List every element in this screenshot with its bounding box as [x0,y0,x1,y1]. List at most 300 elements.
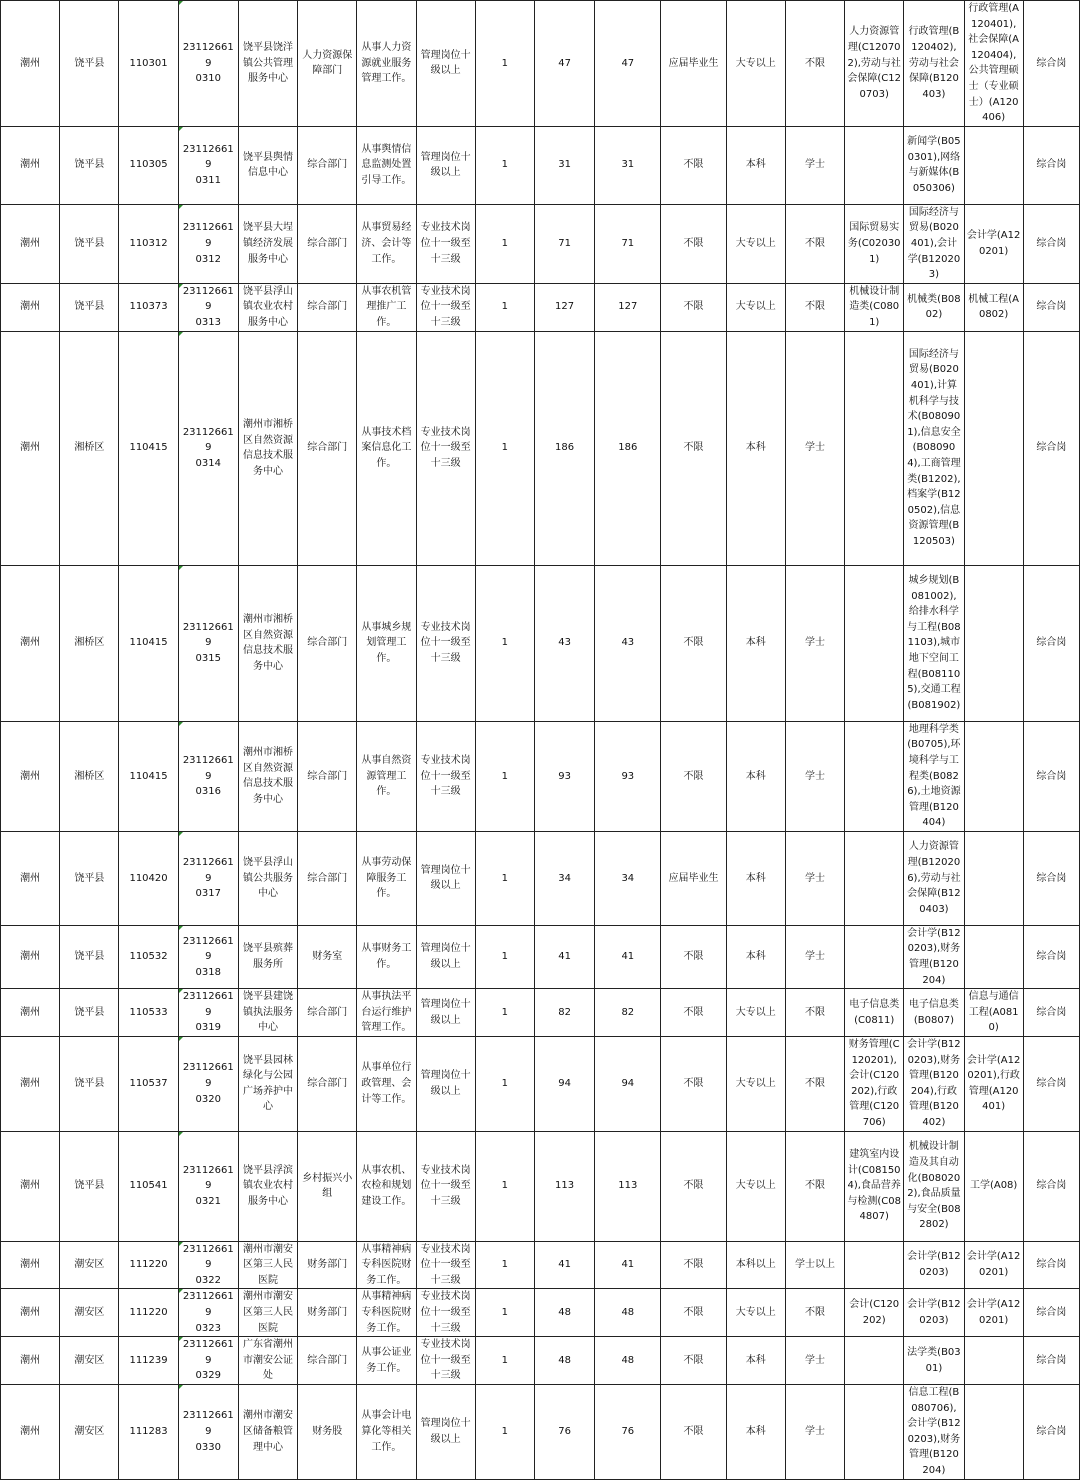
city-cell: 潮州 [1,1241,60,1289]
hiring-count-cell: 1 [475,1131,534,1241]
department-cell: 财务室 [298,925,357,988]
master-major-cell [964,925,1023,988]
applicants-cell: 127 [534,283,594,331]
table-row [1,925,1080,988]
degree-cell: 学士以上 [785,1241,844,1289]
county-cell: 潮安区 [60,1289,119,1337]
employer-cell: 饶平县浮滨镇农业农村服务中心 [238,1131,297,1241]
duty-cell: 从事财务工作。 [357,925,416,988]
unit-code-cell: 110415 [119,721,178,831]
hiring-count-cell: 1 [475,283,534,331]
post-level-cell: 专业技术岗位十一级至十三级 [416,1289,475,1337]
qualified-cell: 76 [595,1384,661,1479]
department-cell: 财务部门 [298,1241,357,1289]
target-group-cell: 不限 [661,721,726,831]
education-cell: 大专以上 [726,283,785,331]
college-major-cell [845,331,904,565]
employer-cell: 饶平县舆情信息中心 [238,126,297,204]
hiring-count-cell: 1 [475,1037,534,1132]
department-cell: 综合部门 [298,721,357,831]
category-cell: 综合岗 [1023,283,1079,331]
applicants-cell: 48 [534,1337,594,1385]
degree-cell: 学士 [785,831,844,925]
county-cell: 饶平县 [60,126,119,204]
table-row [1,126,1080,204]
target-group-cell: 不限 [661,331,726,565]
department-cell: 综合部门 [298,283,357,331]
qualified-cell: 113 [595,1131,661,1241]
table-row [1,1131,1080,1241]
college-major-cell [845,126,904,204]
education-cell: 大专以上 [726,204,785,283]
college-major-cell: 国际贸易实务(C020301) [845,204,904,283]
unit-code-cell: 110415 [119,331,178,565]
applicants-cell: 48 [534,1289,594,1337]
duty-cell: 从事会计电算化等相关工作。 [357,1384,416,1479]
applicants-cell: 41 [534,925,594,988]
city-cell: 潮州 [1,1,60,127]
applicants-cell: 94 [534,1037,594,1132]
degree-cell: 不限 [785,1037,844,1132]
table-row [1,721,1080,831]
city-cell: 潮州 [1,283,60,331]
city-cell: 潮州 [1,204,60,283]
employer-cell: 饶平县浮山镇农业农村服务中心 [238,283,297,331]
applicants-cell: 113 [534,1131,594,1241]
employer-cell: 饶平县园林绿化与公园广场养护中心 [238,1037,297,1132]
county-cell: 潮安区 [60,1384,119,1479]
job-code-cell: 231126619 0318 [178,925,238,988]
employer-cell: 广东省潮州市潮安公证处 [238,1337,297,1385]
duty-cell: 从事技术档案信息化工作。 [357,331,416,565]
hiring-count-cell: 1 [475,331,534,565]
hiring-count-cell: 1 [475,721,534,831]
employer-cell: 潮州市潮安区第三人民医院 [238,1289,297,1337]
applicants-cell: 41 [534,1241,594,1289]
target-group-cell: 不限 [661,126,726,204]
job-code-cell: 231126619 0323 [178,1289,238,1337]
post-level-cell: 管理岗位十级以上 [416,1037,475,1132]
department-cell: 人力资源保障部门 [298,1,357,127]
table-row [1,283,1080,331]
education-cell: 大专以上 [726,1037,785,1132]
duty-cell: 从事自然资源管理工作。 [357,721,416,831]
applicants-cell: 34 [534,831,594,925]
job-code-cell: 231126619 0322 [178,1241,238,1289]
table-row [1,1,1080,127]
department-cell: 综合部门 [298,831,357,925]
post-level-cell: 专业技术岗位十一级至十三级 [416,331,475,565]
degree-cell: 不限 [785,1131,844,1241]
unit-code-cell: 110537 [119,1037,178,1132]
bachelor-major-cell: 新闻学(B050301),网络与新媒体(B050306) [904,126,964,204]
department-cell: 乡村振兴小组 [298,1131,357,1241]
unit-code-cell: 110305 [119,126,178,204]
applicants-cell: 31 [534,126,594,204]
master-major-cell: 行政管理(A120401),社会保障(A120404),公共管理硕士（专业硕士）(A120406) [964,1,1023,127]
job-code-cell: 231126619 0319 [178,989,238,1037]
hiring-count-cell: 1 [475,565,534,721]
county-cell: 饶平县 [60,1,119,127]
post-level-cell: 专业技术岗位十一级至十三级 [416,1241,475,1289]
degree-cell: 不限 [785,989,844,1037]
post-level-cell: 专业技术岗位十一级至十三级 [416,721,475,831]
category-cell: 综合岗 [1023,721,1079,831]
college-major-cell [845,831,904,925]
duty-cell: 从事精神病专科医院财务工作。 [357,1241,416,1289]
target-group-cell: 不限 [661,1337,726,1385]
hiring-count-cell: 1 [475,204,534,283]
post-level-cell: 专业技术岗位十一级至十三级 [416,1131,475,1241]
city-cell: 潮州 [1,1289,60,1337]
category-cell: 综合岗 [1023,1241,1079,1289]
duty-cell: 从事舆情信息监测处置引导工作。 [357,126,416,204]
category-cell: 综合岗 [1023,565,1079,721]
employer-cell: 饶平县建饶镇执法服务中心 [238,989,297,1037]
category-cell: 综合岗 [1023,1131,1079,1241]
master-major-cell: 会计学(A120201) [964,1241,1023,1289]
post-level-cell: 管理岗位十级以上 [416,126,475,204]
bachelor-major-cell: 会计学(B120203),财务管理(B120204),行政管理(B120402) [904,1037,964,1132]
education-cell: 本科 [726,1384,785,1479]
duty-cell: 从事贸易经济、会计等工作。 [357,204,416,283]
duty-cell: 从事公证业务工作。 [357,1337,416,1385]
duty-cell: 从事城乡规划管理工作。 [357,565,416,721]
master-major-cell: 机械工程(A0802) [964,283,1023,331]
post-level-cell: 专业技术岗位十一级至十三级 [416,283,475,331]
degree-cell: 学士 [785,331,844,565]
bachelor-major-cell: 机械类(B0802) [904,283,964,331]
bachelor-major-cell: 城乡规划(B081002),给排水科学与工程(B081103),城市地下空间工程(B081105),交通工程(B081902) [904,565,964,721]
qualified-cell: 82 [595,989,661,1037]
education-cell: 本科以上 [726,1241,785,1289]
category-cell: 综合岗 [1023,1384,1079,1479]
post-level-cell: 管理岗位十级以上 [416,1384,475,1479]
degree-cell: 不限 [785,204,844,283]
job-code-cell: 231126619 0312 [178,204,238,283]
degree-cell: 学士 [785,1384,844,1479]
department-cell: 综合部门 [298,1337,357,1385]
county-cell: 饶平县 [60,925,119,988]
city-cell: 潮州 [1,565,60,721]
employer-cell: 潮州市湘桥区自然资源信息技术服务中心 [238,721,297,831]
category-cell: 综合岗 [1023,1,1079,127]
post-level-cell: 管理岗位十级以上 [416,989,475,1037]
qualified-cell: 34 [595,831,661,925]
target-group-cell: 不限 [661,1037,726,1132]
unit-code-cell: 110312 [119,204,178,283]
qualified-cell: 127 [595,283,661,331]
employer-cell: 潮州市湘桥区自然资源信息技术服务中心 [238,331,297,565]
post-level-cell: 管理岗位十级以上 [416,925,475,988]
degree-cell: 学士 [785,1337,844,1385]
job-code-cell: 231126619 0321 [178,1131,238,1241]
applicants-cell: 93 [534,721,594,831]
qualified-cell: 48 [595,1289,661,1337]
degree-cell: 不限 [785,1289,844,1337]
applicants-cell: 47 [534,1,594,127]
bachelor-major-cell: 会计学(B120203) [904,1241,964,1289]
county-cell: 湘桥区 [60,565,119,721]
post-level-cell: 管理岗位十级以上 [416,1,475,127]
bachelor-major-cell: 人力资源管理(B120206),劳动与社会保障(B120403) [904,831,964,925]
category-cell: 综合岗 [1023,1337,1079,1385]
city-cell: 潮州 [1,989,60,1037]
category-cell: 综合岗 [1023,204,1079,283]
unit-code-cell: 110373 [119,283,178,331]
education-cell: 本科 [726,831,785,925]
education-cell: 本科 [726,331,785,565]
table-row [1,331,1080,565]
unit-code-cell: 111239 [119,1337,178,1385]
education-cell: 本科 [726,721,785,831]
county-cell: 饶平县 [60,1131,119,1241]
table-row [1,1337,1080,1385]
college-major-cell [845,925,904,988]
job-code-cell: 231126619 0310 [178,1,238,127]
bachelor-major-cell: 行政管理(B120402),劳动与社会保障(B120403) [904,1,964,127]
college-major-cell: 机械设计制造类(C0801) [845,283,904,331]
department-cell: 综合部门 [298,126,357,204]
education-cell: 大专以上 [726,1,785,127]
city-cell: 潮州 [1,126,60,204]
target-group-cell: 不限 [661,283,726,331]
unit-code-cell: 110533 [119,989,178,1037]
duty-cell: 从事人力资源就业服务管理工作。 [357,1,416,127]
education-cell: 本科 [726,126,785,204]
positions-table-body [1,1,1080,1480]
master-major-cell: 工学(A08) [964,1131,1023,1241]
job-code-cell: 231126619 0320 [178,1037,238,1132]
unit-code-cell: 111283 [119,1384,178,1479]
target-group-cell: 不限 [661,1289,726,1337]
qualified-cell: 186 [595,331,661,565]
college-major-cell [845,565,904,721]
bachelor-major-cell: 信息工程(B080706),会计学(B120203),财务管理(B120204) [904,1384,964,1479]
hiring-count-cell: 1 [475,1337,534,1385]
hiring-count-cell: 1 [475,1,534,127]
city-cell: 潮州 [1,1131,60,1241]
city-cell: 潮州 [1,1337,60,1385]
applicants-cell: 43 [534,565,594,721]
job-code-cell: 231126619 0314 [178,331,238,565]
county-cell: 饶平县 [60,204,119,283]
job-code-cell: 231126619 0329 [178,1337,238,1385]
department-cell: 财务部门 [298,1289,357,1337]
job-code-cell: 231126619 0317 [178,831,238,925]
county-cell: 湘桥区 [60,721,119,831]
target-group-cell: 应届毕业生 [661,1,726,127]
qualified-cell: 31 [595,126,661,204]
bachelor-major-cell: 电子信息类(B0807) [904,989,964,1037]
employer-cell: 潮州市湘桥区自然资源信息技术服务中心 [238,565,297,721]
county-cell: 饶平县 [60,831,119,925]
table-row [1,565,1080,721]
master-major-cell: 会计学(A120201) [964,1289,1023,1337]
degree-cell: 学士 [785,565,844,721]
qualified-cell: 47 [595,1,661,127]
category-cell: 综合岗 [1023,331,1079,565]
category-cell: 综合岗 [1023,989,1079,1037]
department-cell: 综合部门 [298,565,357,721]
bachelor-major-cell: 地理科学类(B0705),环境科学与工程类(B0826),土地资源管理(B120404) [904,721,964,831]
target-group-cell: 应届毕业生 [661,831,726,925]
county-cell: 饶平县 [60,1037,119,1132]
college-major-cell [845,1384,904,1479]
table-row [1,989,1080,1037]
unit-code-cell: 110541 [119,1131,178,1241]
master-major-cell: 会计学(A120201) [964,204,1023,283]
target-group-cell: 不限 [661,925,726,988]
category-cell: 综合岗 [1023,1289,1079,1337]
qualified-cell: 41 [595,925,661,988]
education-cell: 大专以上 [726,989,785,1037]
college-major-cell [845,1241,904,1289]
duty-cell: 从事精神病专科医院财务工作。 [357,1289,416,1337]
department-cell: 财务股 [298,1384,357,1479]
bachelor-major-cell: 会计学(B120203),财务管理(B120204) [904,925,964,988]
duty-cell: 从事农机管理推广工作。 [357,283,416,331]
master-major-cell [964,565,1023,721]
city-cell: 潮州 [1,1037,60,1132]
unit-code-cell: 110532 [119,925,178,988]
employer-cell: 饶平县浮山镇公共服务中心 [238,831,297,925]
department-cell: 综合部门 [298,989,357,1037]
applicants-cell: 76 [534,1384,594,1479]
unit-code-cell: 110415 [119,565,178,721]
city-cell: 潮州 [1,1384,60,1479]
target-group-cell: 不限 [661,565,726,721]
hiring-count-cell: 1 [475,1384,534,1479]
job-code-cell: 231126619 0311 [178,126,238,204]
college-major-cell: 电子信息类(C0811) [845,989,904,1037]
college-major-cell [845,1337,904,1385]
category-cell: 综合岗 [1023,831,1079,925]
post-level-cell: 专业技术岗位十一级至十三级 [416,1337,475,1385]
degree-cell: 不限 [785,1,844,127]
county-cell: 潮安区 [60,1337,119,1385]
college-major-cell: 会计(C120202) [845,1289,904,1337]
degree-cell: 学士 [785,126,844,204]
bachelor-major-cell: 会计学(B120203) [904,1289,964,1337]
hiring-count-cell: 1 [475,989,534,1037]
college-major-cell: 建筑室内设计(C081504),食品营养与检测(C084807) [845,1131,904,1241]
city-cell: 潮州 [1,831,60,925]
employer-cell: 潮州市潮安区第三人民医院 [238,1241,297,1289]
city-cell: 潮州 [1,721,60,831]
department-cell: 综合部门 [298,1037,357,1132]
bachelor-major-cell: 法学类(B0301) [904,1337,964,1385]
unit-code-cell: 111220 [119,1241,178,1289]
degree-cell: 学士 [785,925,844,988]
hiring-count-cell: 1 [475,831,534,925]
unit-code-cell: 111220 [119,1289,178,1337]
category-cell: 综合岗 [1023,1037,1079,1132]
master-major-cell [964,721,1023,831]
hiring-count-cell: 1 [475,925,534,988]
master-major-cell [964,331,1023,565]
category-cell: 综合岗 [1023,126,1079,204]
duty-cell: 从事农机、农检和规划建设工作。 [357,1131,416,1241]
bachelor-major-cell: 机械设计制造及其自动化(B080202),食品质量与安全(B082802) [904,1131,964,1241]
education-cell: 本科 [726,925,785,988]
college-major-cell: 人力资源管理(C120702),劳动与社会保障(C120703) [845,1,904,127]
qualified-cell: 94 [595,1037,661,1132]
county-cell: 饶平县 [60,989,119,1037]
city-cell: 潮州 [1,331,60,565]
college-major-cell: 财务管理(C120201),会计(C120202),行政管理(C120706) [845,1037,904,1132]
master-major-cell: 会计学(A120201),行政管理(A120401) [964,1037,1023,1132]
category-cell: 综合岗 [1023,925,1079,988]
target-group-cell: 不限 [661,204,726,283]
education-cell: 大专以上 [726,1131,785,1241]
department-cell: 综合部门 [298,204,357,283]
bachelor-major-cell: 国际经济与贸易(B020401),会计学(B120203) [904,204,964,283]
job-code-cell: 231126619 0315 [178,565,238,721]
county-cell: 潮安区 [60,1241,119,1289]
hiring-count-cell: 1 [475,126,534,204]
applicants-cell: 186 [534,331,594,565]
degree-cell: 学士 [785,721,844,831]
duty-cell: 从事执法平台运行维护管理工作。 [357,989,416,1037]
unit-code-cell: 110420 [119,831,178,925]
post-level-cell: 管理岗位十级以上 [416,831,475,925]
table-row [1,204,1080,283]
master-major-cell [964,1337,1023,1385]
employer-cell: 潮州市潮安区储备粮管理中心 [238,1384,297,1479]
education-cell: 本科 [726,1337,785,1385]
target-group-cell: 不限 [661,989,726,1037]
applicants-cell: 82 [534,989,594,1037]
qualified-cell: 93 [595,721,661,831]
table-row [1,1384,1080,1479]
target-group-cell: 不限 [661,1131,726,1241]
job-code-cell: 231126619 0316 [178,721,238,831]
master-major-cell [964,831,1023,925]
duty-cell: 从事单位行政管理、会计等工作。 [357,1037,416,1132]
qualified-cell: 43 [595,565,661,721]
post-level-cell: 专业技术岗位十一级至十三级 [416,565,475,721]
education-cell: 本科 [726,565,785,721]
table-row [1,831,1080,925]
college-major-cell [845,721,904,831]
qualified-cell: 41 [595,1241,661,1289]
hiring-count-cell: 1 [475,1289,534,1337]
employer-cell: 饶平县殡葬服务所 [238,925,297,988]
duty-cell: 从事劳动保障服务工作。 [357,831,416,925]
qualified-cell: 48 [595,1337,661,1385]
table-row [1,1289,1080,1337]
table-row [1,1037,1080,1132]
county-cell: 湘桥区 [60,331,119,565]
applicants-cell: 71 [534,204,594,283]
table-row [1,1241,1080,1289]
job-code-cell: 231126619 0313 [178,283,238,331]
unit-code-cell: 110301 [119,1,178,127]
bachelor-major-cell: 国际经济与贸易(B020401),计算机科学与技术(B080901),信息安全(B080904),工商管理类(B1202),档案学(B120502),信息资源管理(B120503) [904,331,964,565]
master-major-cell [964,126,1023,204]
employer-cell: 饶平县饶洋镇公共管理服务中心 [238,1,297,127]
master-major-cell: 信息与通信工程(A0810) [964,989,1023,1037]
target-group-cell: 不限 [661,1384,726,1479]
city-cell: 潮州 [1,925,60,988]
target-group-cell: 不限 [661,1241,726,1289]
department-cell: 综合部门 [298,331,357,565]
education-cell: 大专以上 [726,1289,785,1337]
qualified-cell: 71 [595,204,661,283]
master-major-cell [964,1384,1023,1479]
degree-cell: 不限 [785,283,844,331]
